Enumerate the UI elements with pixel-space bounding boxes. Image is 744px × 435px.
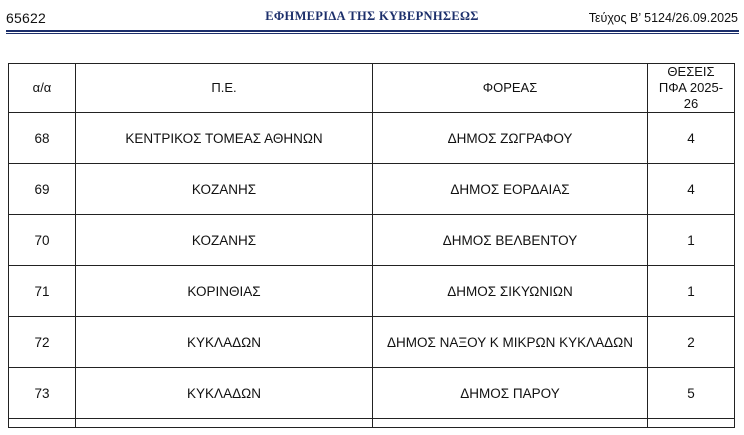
- column-header-theseis: [648, 64, 735, 113]
- cell-empty: [373, 419, 648, 428]
- header-rule-thin: [6, 33, 739, 34]
- cell-aa: 70: [9, 215, 76, 266]
- column-header-aa: α/α: [9, 64, 76, 113]
- page-number: 65622: [6, 10, 46, 26]
- cell-aa: 68: [9, 113, 76, 164]
- column-header-pe: Π.Ε.: [76, 64, 373, 113]
- table-row: [9, 266, 735, 317]
- header-rule: [6, 30, 739, 32]
- cell-aa: 71: [9, 266, 76, 317]
- cell-pe: ΚΟΡΙΝΘΙΑΣ: [76, 266, 373, 317]
- cell-empty: [76, 419, 373, 428]
- page-header: [0, 0, 744, 30]
- cell-empty: [9, 419, 76, 428]
- cell-foreas: ΔΗΜΟΣ ΠΑΡΟΥ: [373, 368, 648, 419]
- table-header-row: [9, 64, 735, 113]
- cell-theseis: 4: [648, 164, 735, 215]
- cell-aa: 69: [9, 164, 76, 215]
- table-row-cutoff: [9, 419, 735, 428]
- positions-table: [8, 63, 735, 428]
- table-row: [9, 164, 735, 215]
- cell-pe: ΚΥΚΛΑΔΩΝ: [76, 317, 373, 368]
- cell-pe: ΚΕΝΤΡΙΚΟΣ ΤΟΜΕΑΣ ΑΘΗΝΩΝ: [76, 113, 373, 164]
- table-row: [9, 317, 735, 368]
- cell-aa: 72: [9, 317, 76, 368]
- cell-pe: ΚΟΖΑΝΗΣ: [76, 215, 373, 266]
- table-row: [9, 113, 735, 164]
- cell-foreas: ΔΗΜΟΣ ΕΟΡΔΑΙΑΣ: [373, 164, 648, 215]
- table-row: [9, 215, 735, 266]
- cell-foreas: ΔΗΜΟΣ ΣΙΚΥΩΝΙΩΝ: [373, 266, 648, 317]
- cell-foreas: ΔΗΜΟΣ ΝΑΞΟΥ Κ ΜΙΚΡΩΝ ΚΥΚΛΑΔΩΝ: [373, 317, 648, 368]
- cell-theseis: 4: [648, 113, 735, 164]
- cell-theseis: 1: [648, 266, 735, 317]
- table-row: [9, 368, 735, 419]
- cell-foreas: ΔΗΜΟΣ ΒΕΛΒΕΝΤΟΥ: [373, 215, 648, 266]
- gazette-title: ΕΦΗΜΕΡΙΔΑ ΤΗΣ ΚΥΒΕΡΝΗΣΕΩΣ: [265, 9, 479, 23]
- cell-theseis: 5: [648, 368, 735, 419]
- cell-theseis: 1: [648, 215, 735, 266]
- issue-reference: Τεύχος Β’ 5124/26.09.2025: [588, 11, 738, 25]
- cell-pe: ΚΥΚΛΑΔΩΝ: [76, 368, 373, 419]
- cell-empty: [648, 419, 735, 428]
- column-header-foreas: ΦΟΡΕΑΣ: [373, 64, 648, 113]
- cell-foreas: ΔΗΜΟΣ ΖΩΓΡΑΦΟΥ: [373, 113, 648, 164]
- column-header-theseis-label: ΘΕΣΕΙΣ ΠΦΑ 2025-26: [658, 64, 724, 111]
- cell-aa: 73: [9, 368, 76, 419]
- cell-theseis: 2: [648, 317, 735, 368]
- cell-pe: ΚΟΖΑΝΗΣ: [76, 164, 373, 215]
